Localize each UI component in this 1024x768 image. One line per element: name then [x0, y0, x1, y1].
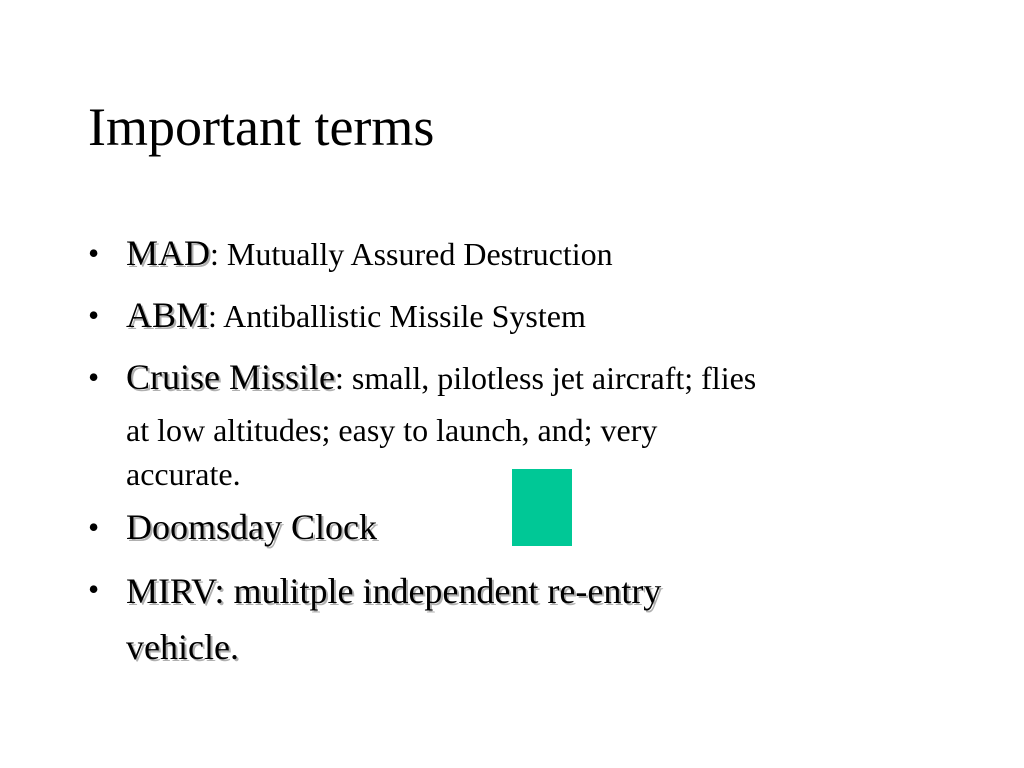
term-cruise-missile: Cruise Missile	[126, 357, 336, 397]
definition-abm: : Antiballistic Missile System	[208, 298, 586, 334]
slide-title: Important terms	[88, 97, 435, 157]
definition-cruise-missile-line-3: accurate.	[126, 456, 241, 492]
term-mirv-line-2: vehicle.	[126, 627, 239, 667]
green-rectangle	[512, 469, 572, 546]
bullet-dot: •	[88, 359, 100, 395]
bullet-list	[88, 230, 948, 680]
definition-mad: : Mutually Assured Destruction	[210, 236, 613, 272]
definition-cruise-missile: : small, pilotless jet aircraft; flies	[335, 360, 757, 396]
bullet-dot: •	[88, 297, 100, 333]
term-doomsday-clock: Doomsday Clock	[126, 507, 377, 547]
bullet-dot: •	[88, 509, 100, 545]
bullet-item-mirv	[88, 566, 948, 672]
bullet-dot: •	[88, 235, 100, 271]
term-abm: ABM	[126, 295, 209, 335]
bullet-dot: •	[88, 571, 100, 607]
bullet-item-abm	[88, 292, 948, 346]
term-mirv: MIRV: mulitple independent re-entry	[126, 571, 662, 611]
term-mad: MAD	[126, 233, 211, 273]
bullet-item-mad	[88, 230, 948, 284]
definition-cruise-missile-line-2: at low altitudes; easy to launch, and; very	[126, 412, 658, 448]
